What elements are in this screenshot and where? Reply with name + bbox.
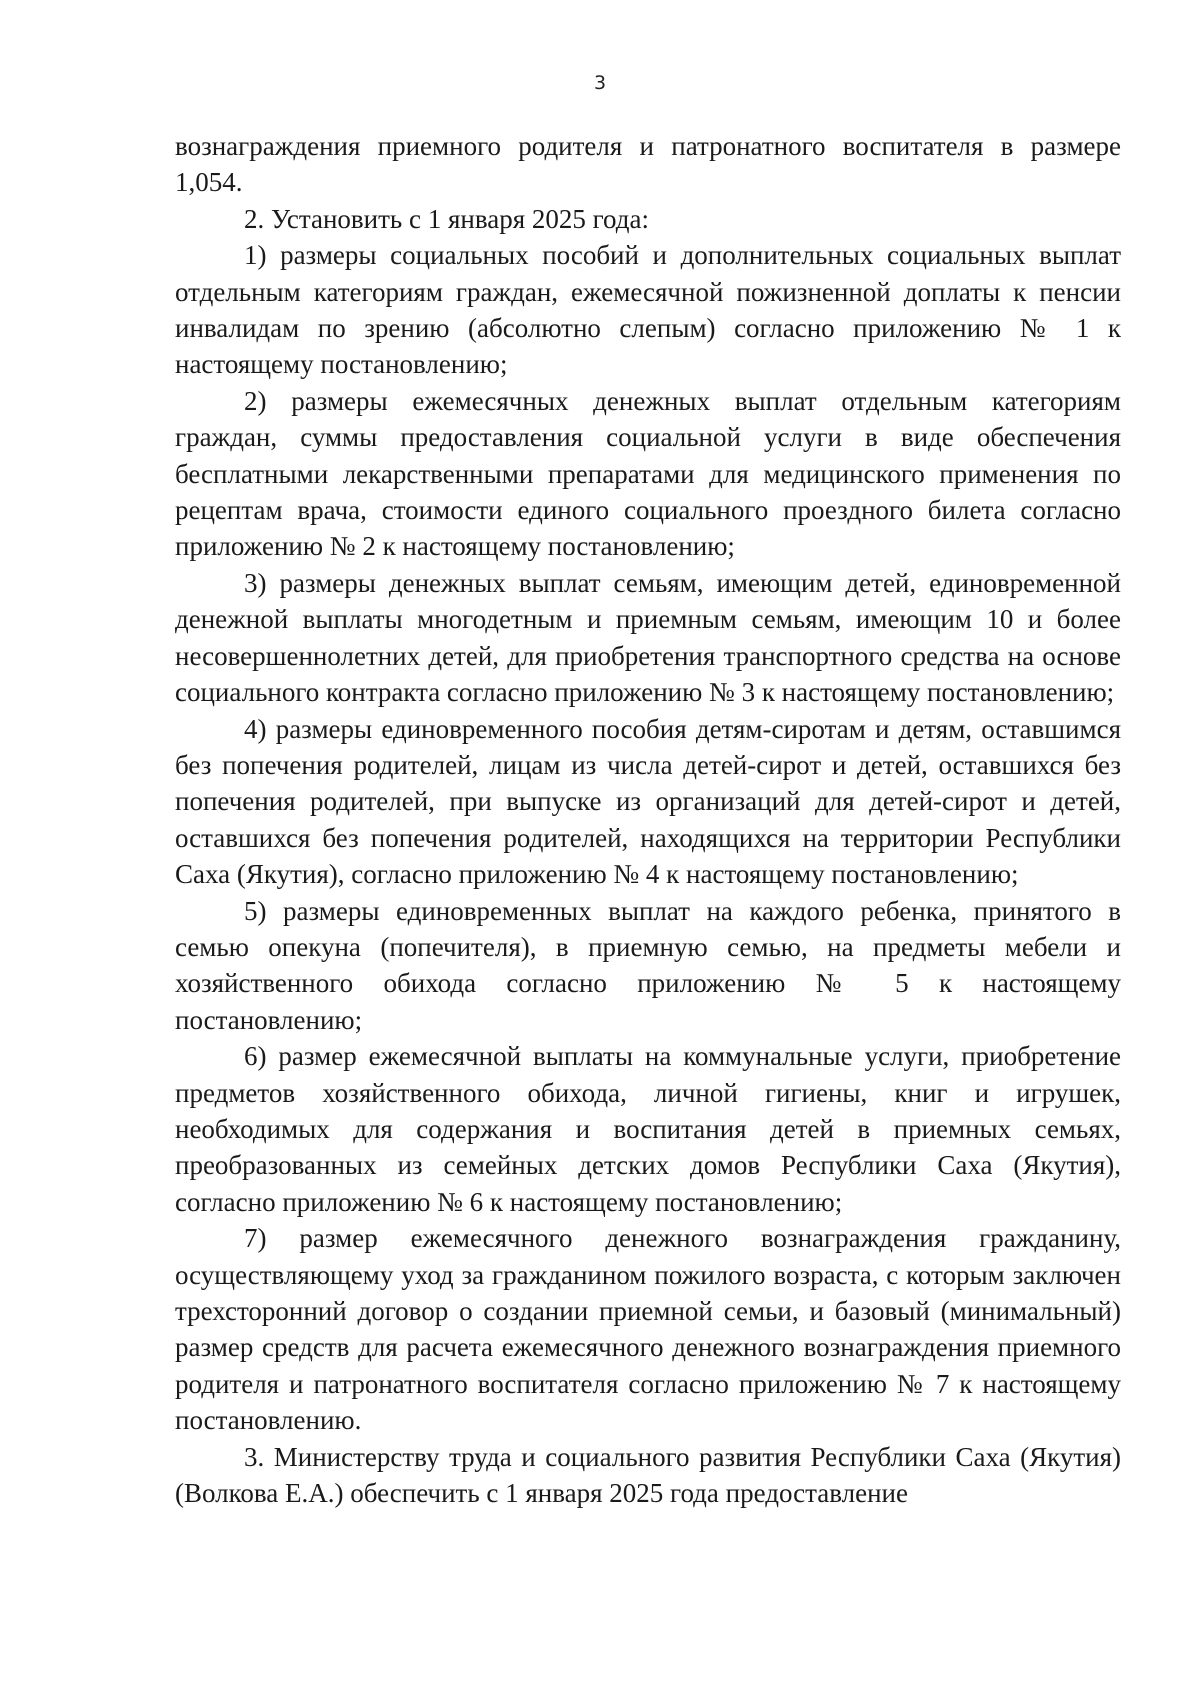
document-body — [175, 128, 1121, 1511]
paragraph-subitem-6: 6) размер ежемесячной выплаты на коммунальные услуги, приобретение предметов хозяйственного обихода, личной гигиены, книг и игрушек, необходимых для содержания и воспитания детей в приемных семьях, преобразованных из семейных детских домов Республики Саха (Якутия), согласно приложению № 6 к настоящему постановлению; — [175, 1041, 1121, 1217]
paragraph-subitem-5: 5) размеры единовременных выплат на каждого ребенка, принятого в семью опекуна (попечителя), в приемную семью, на предметы мебели и хозяйственного обихода согласно приложению № 5 к настоящему постановлению; — [175, 895, 1121, 1035]
paragraph-continuation: вознаграждения приемного родителя и патронатного воспитателя в размере 1,054. — [175, 131, 1121, 198]
paragraph-subitem-7: 7) размер ежемесячного денежного вознаграждения гражданину, осуществляющему уход за гражданином пожилого возраста, с которым заключен трехсторонний договор о создании приемной семьи, и базовый (минимальный) размер средств для расчета ежемесячного денежного вознаграждения приемного родителя и патронатного воспитателя согласно приложению № 7 к настоящему постановлению. — [175, 1223, 1121, 1436]
paragraph-subitem-4: 4) размеры единовременного пособия детям-сиротам и детям, оставшимся без попечения родителей, лицам из числа детей-сирот и детей, оставшихся без попечения родителей, при выпуске из организаций для детей-сирот и детей, оставшихся без попечения родителей, находящихся на территории Республики Саха (Якутия), согласно приложению № 4 к настоящему постановлению; — [175, 713, 1121, 890]
paragraph-item-3: 3. Министерству труда и социального развития Республики Саха (Якутия) (Волкова Е.А.) обеспечить с 1 января 2025 года предоставление — [175, 1441, 1121, 1509]
paragraph-item-2: 2. Установить с 1 января 2025 года: — [244, 203, 649, 234]
paragraph-subitem-3: 3) размеры денежных выплат семьям, имеющим детей, единовременной денежной выплаты многодетным и приемным семьям, имеющим 10 и более несовершеннолетних детей, для приобретения транспортного средства на основе социального контракта согласно приложению № 3 к настоящему постановлению; — [175, 567, 1121, 708]
paragraph-subitem-2: 2) размеры ежемесячных денежных выплат отдельным категориям граждан, суммы предоставления социальной услуги в виде обеспечения бесплатными лекарственными препаратами для медицинского применения по рецептам врача, стоимости единого социального проездного билета согласно приложению № 2 к настоящему постановлению; — [175, 385, 1121, 562]
page-number: 3 — [593, 72, 607, 94]
paragraph-subitem-1: 1) размеры социальных пособий и дополнительных социальных выплат отдельным категориям граждан, ежемесячной пожизненной доплаты к пенсии инвалидам по зрению (абсолютно слепым) согласно приложению № 1 к настоящему постановлению; — [175, 240, 1121, 380]
